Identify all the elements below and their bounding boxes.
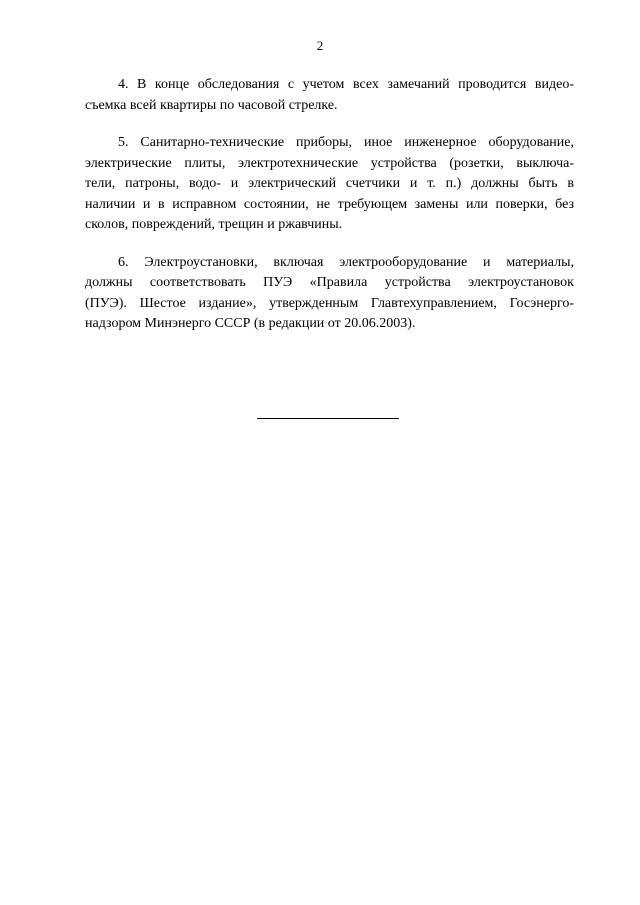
paragraph-6 xyxy=(85,253,574,335)
document-body xyxy=(85,75,574,352)
paragraph-line: 5. Санитарно-технические приборы, иное инженерное оборудование, xyxy=(118,135,574,150)
paragraph-line: съемка всей квартиры по часовой стрелке. xyxy=(85,97,338,113)
paragraph-line: электрические плиты, электротехнические устройства (розетки, выключа- xyxy=(85,155,574,171)
paragraph-line: (ПУЭ). Шестое издание», утвержденным Главтехуправлением, Госэнерго- xyxy=(85,295,574,311)
paragraph-line: сколов, повреждений, трещин и ржавчины. xyxy=(85,217,343,232)
paragraph-line: 6. Электроустановки, включая электрооборудование и материалы, xyxy=(118,254,574,270)
paragraph-line: 4. В конце обследования с учетом всех замечаний проводится видео- xyxy=(118,77,574,92)
paragraph-5 xyxy=(85,133,574,236)
paragraph-line: наличии и в исправном состоянии, не требующем замены или поверки, без xyxy=(85,196,574,212)
closing-rule xyxy=(257,418,399,419)
paragraph-4 xyxy=(85,75,574,116)
paragraph-line: надзором Минэнерго СССР (в редакции от 20.06.2003). xyxy=(85,316,416,331)
page-number: 2 xyxy=(316,38,324,53)
paragraph-line: должны соответствовать ПУЭ «Правила устройства электроустановок xyxy=(85,275,574,290)
paragraph-line: тели, патроны, водо- и электрический счетчики и т. п.) должны быть в xyxy=(85,176,574,191)
